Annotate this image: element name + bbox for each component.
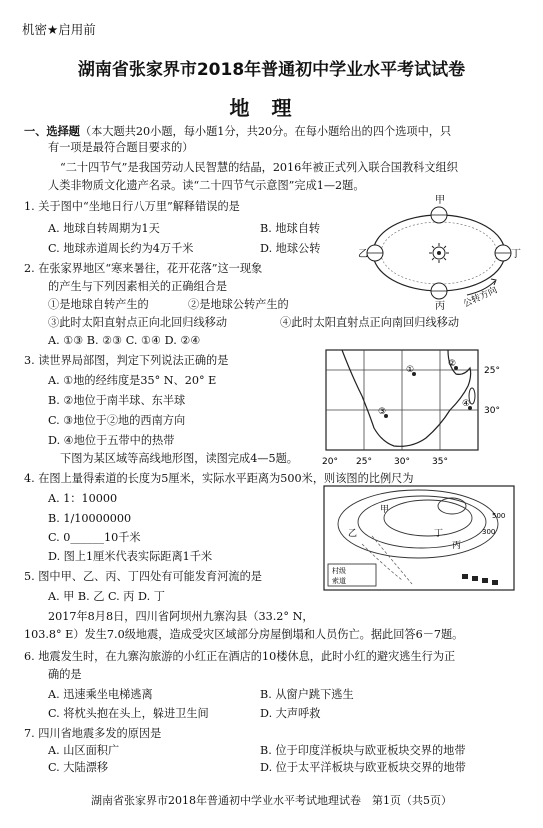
q2-stem-line2: 的产生与下列因素相关的正确组合是 xyxy=(48,280,228,293)
marker-4: ④ xyxy=(462,399,471,409)
q3-option-c: C. ③地位于②地的西南方向 xyxy=(48,414,186,427)
intro1-line2: 人类非物质文化遗产名录。读“二十四节气示意图”完成1—2题。 xyxy=(48,179,365,192)
point-jia: 甲 xyxy=(380,505,390,515)
lon-30-label: 30° xyxy=(394,457,410,467)
lat-25-label: 25° xyxy=(484,366,500,376)
q2-item-1: ①是地球自转产生的 xyxy=(48,298,149,311)
marker-1: ① xyxy=(406,365,415,375)
label-jia: 甲 xyxy=(435,195,445,206)
house-icons xyxy=(462,574,498,585)
solar-terms-figure xyxy=(355,195,523,310)
page-footer: 湖南省张家界市2018年普通初中学业水平考试地理试卷 第1页（共5页） xyxy=(91,794,452,807)
lon-25-label: 25° xyxy=(356,457,372,467)
section-heading: 一、选择题 xyxy=(24,124,80,138)
q3-stem: 3. 读世界局部图，判定下列说法正确的是 xyxy=(24,354,229,367)
sun-icon xyxy=(429,243,449,263)
q4-option-b: B. 1/10000000 xyxy=(48,512,132,525)
confidential-mark: 机密★启用前 xyxy=(22,22,96,37)
point-bing: 丙 xyxy=(452,541,462,551)
contour-map xyxy=(322,484,522,594)
q2-item-4: ④此时太阳直射点正向南回归线移动 xyxy=(280,316,460,329)
subject-title: 地理 xyxy=(229,96,314,120)
q1-option-b: B. 地球自转 xyxy=(260,222,321,235)
q7-option-c: C. 大陆漂移 xyxy=(48,761,109,774)
exam-title: 湖南省张家界市2018年普通初中学业水平考试试卷 xyxy=(77,60,466,80)
lat-30-label: 30° xyxy=(484,406,500,416)
earth-bing-icon xyxy=(431,283,447,299)
q6-stem-line1: 6. 地震发生时，在九寨沟旅游的小红正在酒店的10楼休息，此时小红的避灾逃生行为正 xyxy=(24,650,456,663)
label-bing: 丙 xyxy=(435,301,445,310)
q3-option-d: D. ④地位于五带中的热带 xyxy=(48,434,175,447)
q6-stem-line2: 确的是 xyxy=(48,668,82,681)
marker-2: ② xyxy=(448,359,457,369)
earth-ding-icon xyxy=(495,245,511,261)
intro3-line2: 103.8° E）发生7.0级地震，造成受灾区域部分房屋倒塌和人员伤亡。据此回答6－7题。 xyxy=(24,628,464,641)
q6-option-c: C. 将枕头抱在头上，躲进卫生间 xyxy=(48,707,209,720)
instructions-line1: （本大题共20小题，每小题1分，共20分。在每小题给出的四个选项中，只 xyxy=(79,125,452,138)
contour-line-3 xyxy=(384,500,472,536)
label-ding: 丁 xyxy=(511,249,521,260)
lon-35-label: 35° xyxy=(432,457,448,467)
q3-option-a: A. ①地的经纬度是35° N、20° E xyxy=(48,374,217,387)
q6-option-b: B. 从窗户跳下逃生 xyxy=(260,688,354,701)
q1-option-c: C. 地球赤道周长约为4万千米 xyxy=(48,242,194,255)
lon-20-label: 20° xyxy=(322,457,338,467)
q2-item-3: ③此时太阳直射点正向北回归线移动 xyxy=(48,316,228,329)
point-ding: 丁 xyxy=(434,529,444,539)
world-partial-map xyxy=(322,346,522,468)
legend-cableway: 索道 xyxy=(332,577,346,585)
q1-option-d: D. 地球公转 xyxy=(260,242,321,255)
q7-stem: 7. 四川省地震多发的原因是 xyxy=(24,727,162,740)
earth-jia-icon xyxy=(431,207,447,223)
q4-stem: 4. 在图上量得索道的长度为5厘米，实际水平距离为500米，则该图的比例尺为 xyxy=(24,472,414,485)
earth-yi-icon xyxy=(367,245,383,261)
q2-stem-line1: 2. 在张家界地区“寒来暑往，花开花落”这一现象 xyxy=(24,262,263,275)
revolution-label: 公转方向 xyxy=(462,285,499,310)
label-yi: 乙 xyxy=(358,249,368,260)
q5-choices: A. 甲 B. 乙 C. 丙 D. 丁 xyxy=(48,590,165,603)
q5-stem: 5. 图中甲、乙、丙、丁四处有可能发育河流的是 xyxy=(24,570,262,583)
marker-3: ③ xyxy=(378,407,387,417)
q1-stem: 1. 关于图中“坐地日行八万里”解释错误的是 xyxy=(24,200,240,213)
instructions-line2: 有一项是最符合题目要求的） xyxy=(48,141,194,154)
q6-option-d: D. 大声呼救 xyxy=(260,707,321,720)
q4-option-a: A. 1：10000 xyxy=(48,492,118,505)
q4-option-c: C. 0______10千米 xyxy=(48,531,141,544)
point-yi: 乙 xyxy=(348,529,358,539)
contour-line-2 xyxy=(358,496,486,548)
legend-village: 村级 xyxy=(332,567,346,575)
intro3-line1: 2017年8月8日，四川省阿坝州九寨沟县（33.2° N， xyxy=(48,610,314,623)
section-instructions xyxy=(24,124,451,139)
contour-300-label: 300 xyxy=(482,528,496,536)
q2-item-2: ②是地球公转产生的 xyxy=(188,298,289,311)
q1-option-a: A. 地球自转周期为1天 xyxy=(48,222,160,235)
q7-option-b: B. 位于印度洋板块与欧亚板块交界的地带 xyxy=(260,744,466,757)
q6-option-a: A. 迅速乘坐电梯逃离 xyxy=(48,688,153,701)
q2-choices: A. ①③ B. ②③ C. ①④ D. ②④ xyxy=(48,334,201,347)
intro1-line1: “二十四节气”是我国劳动人民智慧的结晶，2016年被正式列入联合国教科文组织 xyxy=(60,161,458,174)
contour-500-label: 500 xyxy=(492,512,506,520)
q7-option-a: A. 山区面积广 xyxy=(48,744,120,757)
q4-option-d: D. 图上1厘米代表实际距离1千米 xyxy=(48,550,213,563)
q3-option-b: B. ②地位于南半球、东半球 xyxy=(48,394,186,407)
q7-option-d: D. 位于太平洋板块与欧亚板块交界的地带 xyxy=(260,761,466,774)
intro2: 下图为某区域等高线地形图，读图完成4—5题。 xyxy=(60,452,298,465)
